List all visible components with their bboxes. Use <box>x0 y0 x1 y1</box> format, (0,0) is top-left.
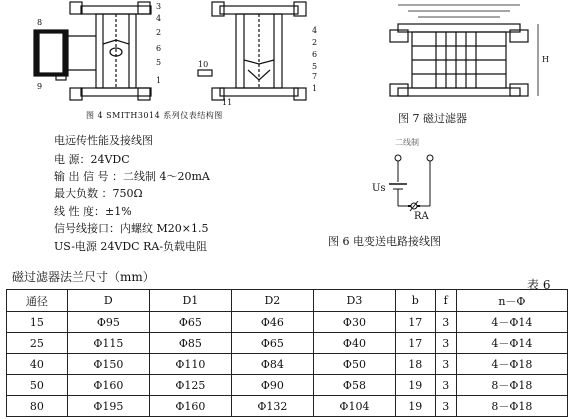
table-title: 磁过滤器法兰尺寸（mm） <box>12 270 155 284</box>
spec-output: 输 出 信 号 ：二线制 4～20mA <box>54 170 210 183</box>
table-cell: Φ110 <box>149 354 231 375</box>
spec-interface: 信号线接口：内螺纹 M20×1.5 <box>54 222 209 235</box>
table-cell: Φ46 <box>231 312 313 333</box>
table-row <box>7 333 568 354</box>
table-cell: 3 <box>435 312 456 333</box>
table-cell: Φ40 <box>313 333 395 354</box>
spec-linearity: 线 性 度：±1% <box>54 205 132 218</box>
spec-note: US-电源 24VDC RA-负载电阻 <box>54 240 208 253</box>
table-cell: 25 <box>7 333 68 354</box>
table-cell: Φ90 <box>231 375 313 396</box>
table-cell: 8－Φ18 <box>456 375 567 396</box>
table-cell: Φ160 <box>149 396 231 417</box>
col-header: b <box>395 290 435 312</box>
figure7-caption: 图 7 磁过滤器 <box>398 112 467 125</box>
figure6-caption: 图 6 电变送电路接线图 <box>328 235 441 248</box>
col-header: f <box>435 290 456 312</box>
col-header: D1 <box>149 290 231 312</box>
table-cell: 8－Φ18 <box>456 396 567 417</box>
figure4-caption: 图 4 SMITH3014 系列仪表结构图 <box>86 111 223 120</box>
fig4-left-label-8: 8 <box>37 18 43 27</box>
ra-label: RA <box>414 211 429 222</box>
col-header: n－Φ <box>456 290 567 312</box>
col-header: D3 <box>313 290 395 312</box>
two-wire-label: 二线制 <box>395 138 419 147</box>
fig4-right-label-4: 4 <box>312 26 318 35</box>
fig4-right-label-11: 11 <box>222 98 233 107</box>
fig4-left-label-6: 6 <box>156 44 162 53</box>
fig4-left-label-4: 4 <box>156 14 162 23</box>
table-cell: Φ84 <box>231 354 313 375</box>
fig4-left-label-2: 2 <box>156 28 162 37</box>
table-cell: Φ125 <box>149 375 231 396</box>
fig4-right-label-1: 1 <box>312 84 318 93</box>
table-cell: 15 <box>7 312 68 333</box>
fig4-left-label-1: 1 <box>156 76 162 85</box>
col-header: 通径 <box>7 290 68 312</box>
spec-power: 电 源：24VDC <box>54 153 130 166</box>
table-cell: 4－Φ14 <box>456 312 567 333</box>
fig4-right-label-2: 2 <box>312 38 318 47</box>
fig4-right-label-10: 10 <box>198 60 209 69</box>
table-number: 表 6 <box>527 278 551 292</box>
col-header: D2 <box>231 290 313 312</box>
table-header-row <box>7 290 568 312</box>
table-cell: 17 <box>395 312 435 333</box>
fig4-left-label-5: 5 <box>156 58 162 67</box>
spec-max-load: 最大负数 ：750Ω <box>54 187 143 200</box>
table-cell: 19 <box>395 396 435 417</box>
col-header: D <box>67 290 149 312</box>
table-cell: 4－Φ18 <box>456 354 567 375</box>
fig4-right-label-5: 5 <box>312 62 318 71</box>
table-cell: 80 <box>7 396 68 417</box>
table-cell: Φ50 <box>313 354 395 375</box>
table-cell: Φ30 <box>313 312 395 333</box>
table-cell: Φ65 <box>149 312 231 333</box>
filter-height-dim: H <box>542 55 549 64</box>
fig4-left-label-9: 9 <box>37 82 43 91</box>
table-cell: 50 <box>7 375 68 396</box>
instrument-right-drawing <box>198 2 306 100</box>
table-cell: Φ195 <box>67 396 149 417</box>
table-cell: 4－Φ14 <box>456 333 567 354</box>
table-row <box>7 396 568 417</box>
table-cell: Φ132 <box>231 396 313 417</box>
table-cell: Φ58 <box>313 375 395 396</box>
fig4-right-label-7: 7 <box>312 72 318 81</box>
table-cell: 3 <box>435 396 456 417</box>
table-cell: Φ85 <box>149 333 231 354</box>
instrument-left-drawing <box>34 2 151 100</box>
magnetic-filter-drawing <box>390 5 538 96</box>
table-cell: Φ150 <box>67 354 149 375</box>
table-cell: 3 <box>435 354 456 375</box>
table-row <box>7 312 568 333</box>
table-cell: 19 <box>395 375 435 396</box>
table-cell: 17 <box>395 333 435 354</box>
table-cell: 3 <box>435 333 456 354</box>
table-cell: Φ104 <box>313 396 395 417</box>
table-cell: Φ160 <box>67 375 149 396</box>
table-row <box>7 354 568 375</box>
table-cell: 18 <box>395 354 435 375</box>
table-cell: 3 <box>435 375 456 396</box>
table-row <box>7 375 568 396</box>
table-cell: Φ95 <box>67 312 149 333</box>
us-label: Us <box>372 183 386 194</box>
spec-title: 电远传性能及接线图 <box>54 134 153 147</box>
fig4-right-label-6: 6 <box>312 50 318 59</box>
flange-dimension-table <box>6 289 568 417</box>
table-cell: 40 <box>7 354 68 375</box>
fig4-left-label-3: 3 <box>156 2 162 11</box>
table-cell: Φ115 <box>67 333 149 354</box>
table-cell: Φ65 <box>231 333 313 354</box>
